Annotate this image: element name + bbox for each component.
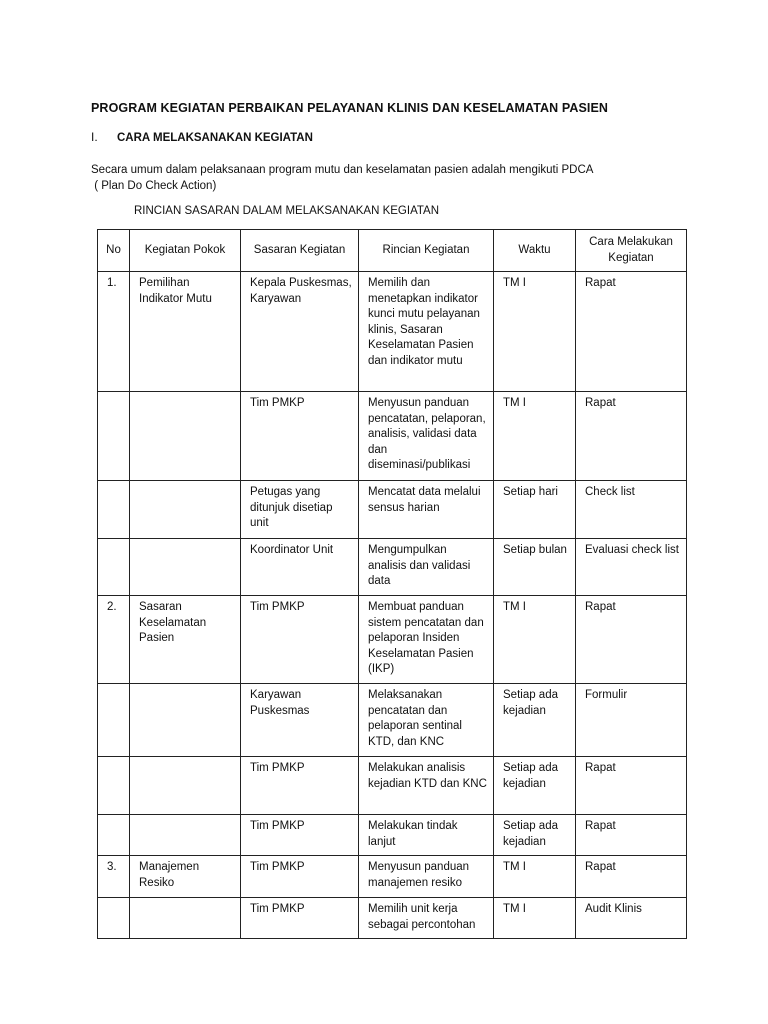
intro-line: ( Plan Do Check Action) [91,180,217,192]
cell-kegiatan [130,757,241,815]
cell-waktu: TM I [494,898,576,939]
header-sasaran-kegiatan: Sasaran Kegiatan [241,230,359,272]
cell-cara: Rapat [576,272,687,392]
cell-sasaran: Tim PMKP [241,815,359,856]
cell-kegiatan: Sasaran Keselamatan Pasien [130,596,241,684]
cell-rincian: Menyusun panduan manajemen resiko [359,856,494,898]
table-row [98,898,687,939]
table-header-row [98,230,687,272]
cell-no [98,815,130,856]
table-row [98,757,687,815]
cell-cara: Rapat [576,392,687,481]
cell-waktu: Setiap hari [494,481,576,539]
cell-sasaran: Petugas yang ditunjuk disetiap unit [241,481,359,539]
intro-paragraph [91,162,691,194]
cell-kegiatan [130,539,241,596]
cell-kegiatan [130,392,241,481]
cell-waktu: Setiap ada kejadian [494,757,576,815]
cell-no: 2. [98,596,130,684]
cell-kegiatan [130,684,241,757]
cell-no [98,481,130,539]
cell-no [98,684,130,757]
cell-sasaran: Tim PMKP [241,898,359,939]
cell-cara: Check list [576,481,687,539]
cell-sasaran: Tim PMKP [241,392,359,481]
cell-kegiatan [130,815,241,856]
cell-cara: Formulir [576,684,687,757]
header-rincian-kegiatan: Rincian Kegiatan [359,230,494,272]
cell-cara: Evaluasi check list [576,539,687,596]
cell-rincian: Memilih dan menetapkan indikator kunci mutu pelayanan klinis, Sasaran Keselamatan Pasien dan indikator mutu [359,272,494,392]
table-title: RINCIAN SASARAN DALAM MELAKSANAKAN KEGIATAN [134,205,440,217]
cell-waktu: TM I [494,272,576,392]
header-cara-melakukan: Cara Melakukan Kegiatan [576,230,687,272]
cell-no [98,898,130,939]
table-row [98,815,687,856]
cell-no: 3. [98,856,130,898]
cell-waktu: Setiap ada kejadian [494,684,576,757]
header-kegiatan-pokok: Kegiatan Pokok [130,230,241,272]
cell-rincian: Melakukan analisis kejadian KTD dan KNC [359,757,494,815]
cell-cara: Rapat [576,596,687,684]
cell-sasaran: Tim PMKP [241,757,359,815]
cell-sasaran: Koordinator Unit [241,539,359,596]
cell-kegiatan: Pemilihan Indikator Mutu [130,272,241,392]
cell-no: 1. [98,272,130,392]
cell-rincian: Membuat panduan sistem pencatatan dan pelaporan Insiden Keselamatan Pasien (IKP) [359,596,494,684]
cell-cara: Rapat [576,757,687,815]
header-waktu: Waktu [494,230,576,272]
table-row [98,596,687,684]
section-heading [91,130,313,144]
cell-rincian: Memilih unit kerja sebagai percontohan [359,898,494,939]
cell-no [98,539,130,596]
cell-cara: Audit Klinis [576,898,687,939]
cell-cara: Rapat [576,856,687,898]
cell-sasaran: Tim PMKP [241,596,359,684]
cell-cara: Rapat [576,815,687,856]
cell-waktu: TM I [494,596,576,684]
activity-table [97,229,687,939]
cell-no [98,392,130,481]
table-row [98,539,687,596]
cell-kegiatan: Manajemen Resiko [130,856,241,898]
table-row [98,481,687,539]
header-no: No [98,230,130,272]
cell-sasaran: Karyawan Puskesmas [241,684,359,757]
table-row [98,392,687,481]
cell-sasaran: Kepala Puskesmas, Karyawan [241,272,359,392]
cell-waktu: TM I [494,392,576,481]
cell-rincian: Melaksanakan pencatatan dan pelaporan sentinal KTD, dan KNC [359,684,494,757]
cell-no [98,757,130,815]
cell-kegiatan [130,898,241,939]
cell-rincian: Melakukan tindak lanjut [359,815,494,856]
cell-rincian: Mencatat data melalui sensus harian [359,481,494,539]
section-title: CARA MELAKSANAKAN KEGIATAN [117,132,313,144]
table-row [98,272,687,392]
cell-waktu: TM I [494,856,576,898]
document-title: PROGRAM KEGIATAN PERBAIKAN PELAYANAN KLINIS DAN KESELAMATAN PASIEN [91,101,609,115]
section-number: I. [91,130,98,144]
cell-waktu: Setiap bulan [494,539,576,596]
cell-rincian: Mengumpulkan analisis dan validasi data [359,539,494,596]
cell-waktu: Setiap ada kejadian [494,815,576,856]
table-row [98,856,687,898]
table-row [98,684,687,757]
intro-line: Secara umum dalam pelaksanaan program mutu dan keselamatan pasien adalah mengikuti PDCA [91,164,594,176]
cell-rincian: Menyusun panduan pencatatan, pelaporan, analisis, validasi data dan diseminasi/publikasi [359,392,494,481]
cell-kegiatan [130,481,241,539]
cell-sasaran: Tim PMKP [241,856,359,898]
